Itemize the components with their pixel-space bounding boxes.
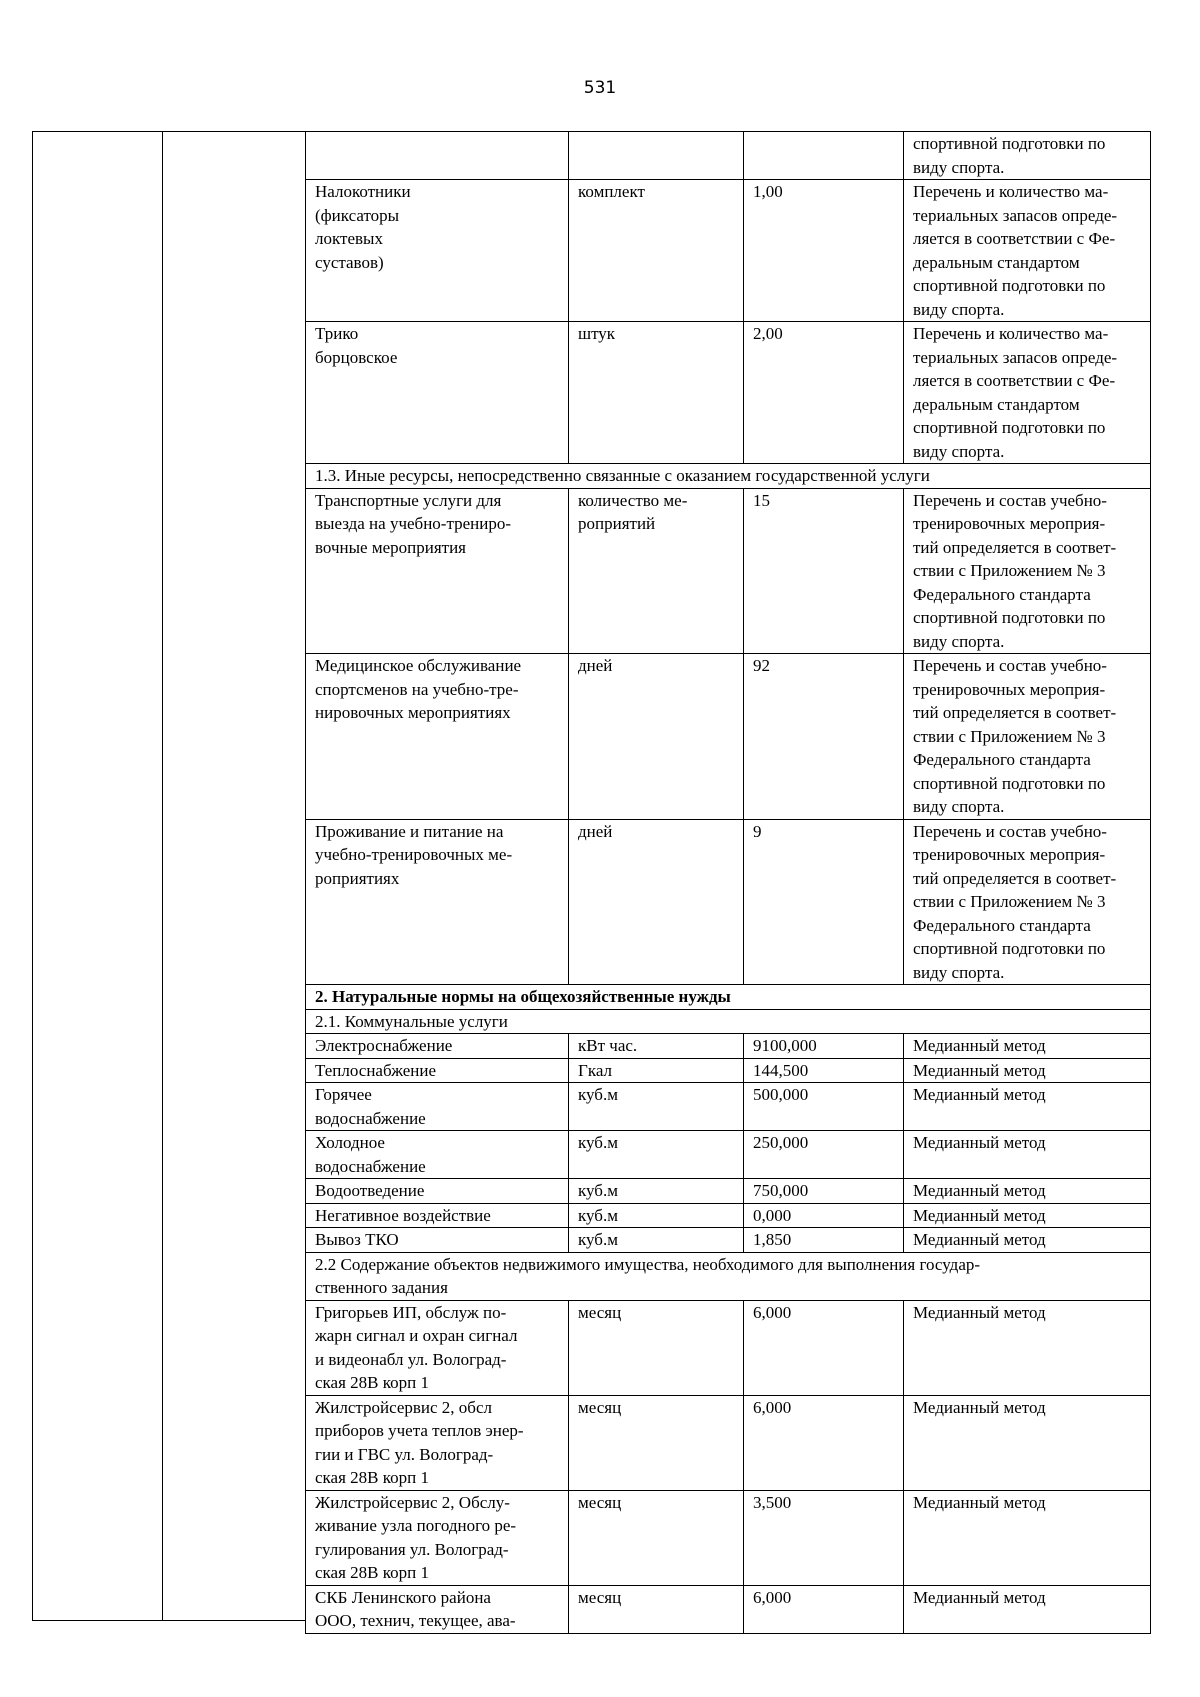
table-row [306, 1131, 1151, 1179]
table-row [306, 1300, 1151, 1395]
unit-cell: месяц [569, 1490, 744, 1585]
table-row [306, 322, 1151, 464]
value-cell: 250,000 [744, 1131, 904, 1179]
resource-name: Жилстройсервис 2, обсл приборов учета теплов энер- гии и ГВС ул. Волоград- ская 28В корп 1 [306, 1395, 569, 1490]
unit-cell: комплект [569, 180, 744, 322]
method-note: Медианный метод [904, 1585, 1151, 1633]
method-note: Перечень и состав учебно- тренировочных мероприя- тий определяется в соответ- ствии с Приложением № 3 Федерального стандарта спортивной подготовки по виду спорта. [904, 819, 1151, 985]
section-row [306, 464, 1151, 489]
method-note: Медианный метод [904, 1228, 1151, 1253]
resource-name: Теплоснабжение [306, 1058, 569, 1083]
resource-name: Водоотведение [306, 1179, 569, 1204]
outer-column-1 [32, 131, 163, 1621]
resource-name: Проживание и питание на учебно-тренировочных ме- роприятиях [306, 819, 569, 985]
resource-name: Горячее водоснабжение [306, 1083, 569, 1131]
method-note: Перечень и количество ма- териальных запасов опреде- ляется в соответствии с Фе- деральным стандартом спортивной подготовки по виду спорта. [904, 322, 1151, 464]
value-cell: 1,00 [744, 180, 904, 322]
method-note: Медианный метод [904, 1203, 1151, 1228]
table-row [306, 1395, 1151, 1490]
unit-cell: дней [569, 819, 744, 985]
section-heading: 2.2 Содержание объектов недвижимого имущества, необходимого для выполнения государ- ственного задания [306, 1252, 1151, 1300]
value-cell: 9 [744, 819, 904, 985]
unit-cell: куб.м [569, 1083, 744, 1131]
resource-name: Налокотники (фиксаторы локтевых суставов) [306, 180, 569, 322]
page-number: 531 [583, 78, 617, 98]
resource-name: Вывоз ТКО [306, 1228, 569, 1253]
value-cell [744, 132, 904, 180]
table-row [306, 654, 1151, 820]
resource-name: Трико борцовское [306, 322, 569, 464]
table-row [306, 1083, 1151, 1131]
value-cell: 92 [744, 654, 904, 820]
section-heading: 2.1. Коммунальные услуги [306, 1009, 1151, 1034]
table-row [306, 1585, 1151, 1633]
value-cell: 1,850 [744, 1228, 904, 1253]
section-heading: 2. Натуральные нормы на общехозяйственные нужды [306, 985, 1151, 1010]
resources-table [305, 131, 1151, 1634]
resource-name: Электроснабжение [306, 1034, 569, 1059]
value-cell: 0,000 [744, 1203, 904, 1228]
unit-cell: количество ме- роприятий [569, 488, 744, 654]
method-note: спортивной подготовки по виду спорта. [904, 132, 1151, 180]
unit-cell: куб.м [569, 1179, 744, 1204]
unit-cell: куб.м [569, 1131, 744, 1179]
value-cell: 144,500 [744, 1058, 904, 1083]
section-row [306, 1009, 1151, 1034]
method-note: Медианный метод [904, 1083, 1151, 1131]
resource-name: Григорьев ИП, обслуж по- жарн сигнал и охран сигнал и видеонабл ул. Волоград- ская 28В корп 1 [306, 1300, 569, 1395]
resource-name [306, 132, 569, 180]
value-cell: 750,000 [744, 1179, 904, 1204]
unit-cell: кВт час. [569, 1034, 744, 1059]
unit-cell: дней [569, 654, 744, 820]
unit-cell: месяц [569, 1395, 744, 1490]
table-body [306, 132, 1151, 1634]
method-note: Медианный метод [904, 1034, 1151, 1059]
unit-cell: куб.м [569, 1228, 744, 1253]
unit-cell [569, 132, 744, 180]
table-row [306, 1228, 1151, 1253]
resource-name: СКБ Ленинского района ООО, технич, текущее, ава- [306, 1585, 569, 1633]
unit-cell: месяц [569, 1585, 744, 1633]
table-row [306, 488, 1151, 654]
value-cell: 6,000 [744, 1300, 904, 1395]
method-note: Медианный метод [904, 1490, 1151, 1585]
unit-cell: месяц [569, 1300, 744, 1395]
value-cell: 2,00 [744, 322, 904, 464]
value-cell: 500,000 [744, 1083, 904, 1131]
unit-cell: куб.м [569, 1203, 744, 1228]
value-cell: 6,000 [744, 1395, 904, 1490]
table-row [306, 819, 1151, 985]
table-row [306, 1203, 1151, 1228]
method-note: Перечень и количество ма- териальных запасов опреде- ляется в соответствии с Фе- деральным стандартом спортивной подготовки по виду спорта. [904, 180, 1151, 322]
unit-cell: Гкал [569, 1058, 744, 1083]
method-note: Медианный метод [904, 1179, 1151, 1204]
method-note: Медианный метод [904, 1131, 1151, 1179]
section-heading: 1.3. Иные ресурсы, непосредственно связанные с оказанием государственной услуги [306, 464, 1151, 489]
table-row [306, 1490, 1151, 1585]
table-row [306, 1058, 1151, 1083]
resource-name: Жилстройсервис 2, Обслу- живание узла погодного ре- гулирования ул. Волоград- ская 28В корп 1 [306, 1490, 569, 1585]
method-note: Медианный метод [904, 1395, 1151, 1490]
table-row [306, 1034, 1151, 1059]
section-row [306, 985, 1151, 1010]
resource-name: Транспортные услуги для выезда на учебно-трениро- вочные мероприятия [306, 488, 569, 654]
resource-name: Негативное воздействие [306, 1203, 569, 1228]
value-cell: 6,000 [744, 1585, 904, 1633]
method-note: Медианный метод [904, 1300, 1151, 1395]
table-row [306, 1179, 1151, 1204]
table-row [306, 132, 1151, 180]
unit-cell: штук [569, 322, 744, 464]
resource-name: Холодное водоснабжение [306, 1131, 569, 1179]
resource-name: Медицинское обслуживание спортсменов на учебно-тре- нировочных мероприятиях [306, 654, 569, 820]
method-note: Перечень и состав учебно- тренировочных мероприя- тий определяется в соответ- ствии с Приложением № 3 Федерального стандарта спортивной подготовки по виду спорта. [904, 654, 1151, 820]
value-cell: 9100,000 [744, 1034, 904, 1059]
section-row [306, 1252, 1151, 1300]
method-note: Перечень и состав учебно- тренировочных мероприя- тий определяется в соответ- ствии с Приложением № 3 Федерального стандарта спортивной подготовки по виду спорта. [904, 488, 1151, 654]
table-row [306, 180, 1151, 322]
method-note: Медианный метод [904, 1058, 1151, 1083]
outer-column-2 [162, 131, 306, 1621]
value-cell: 3,500 [744, 1490, 904, 1585]
value-cell: 15 [744, 488, 904, 654]
